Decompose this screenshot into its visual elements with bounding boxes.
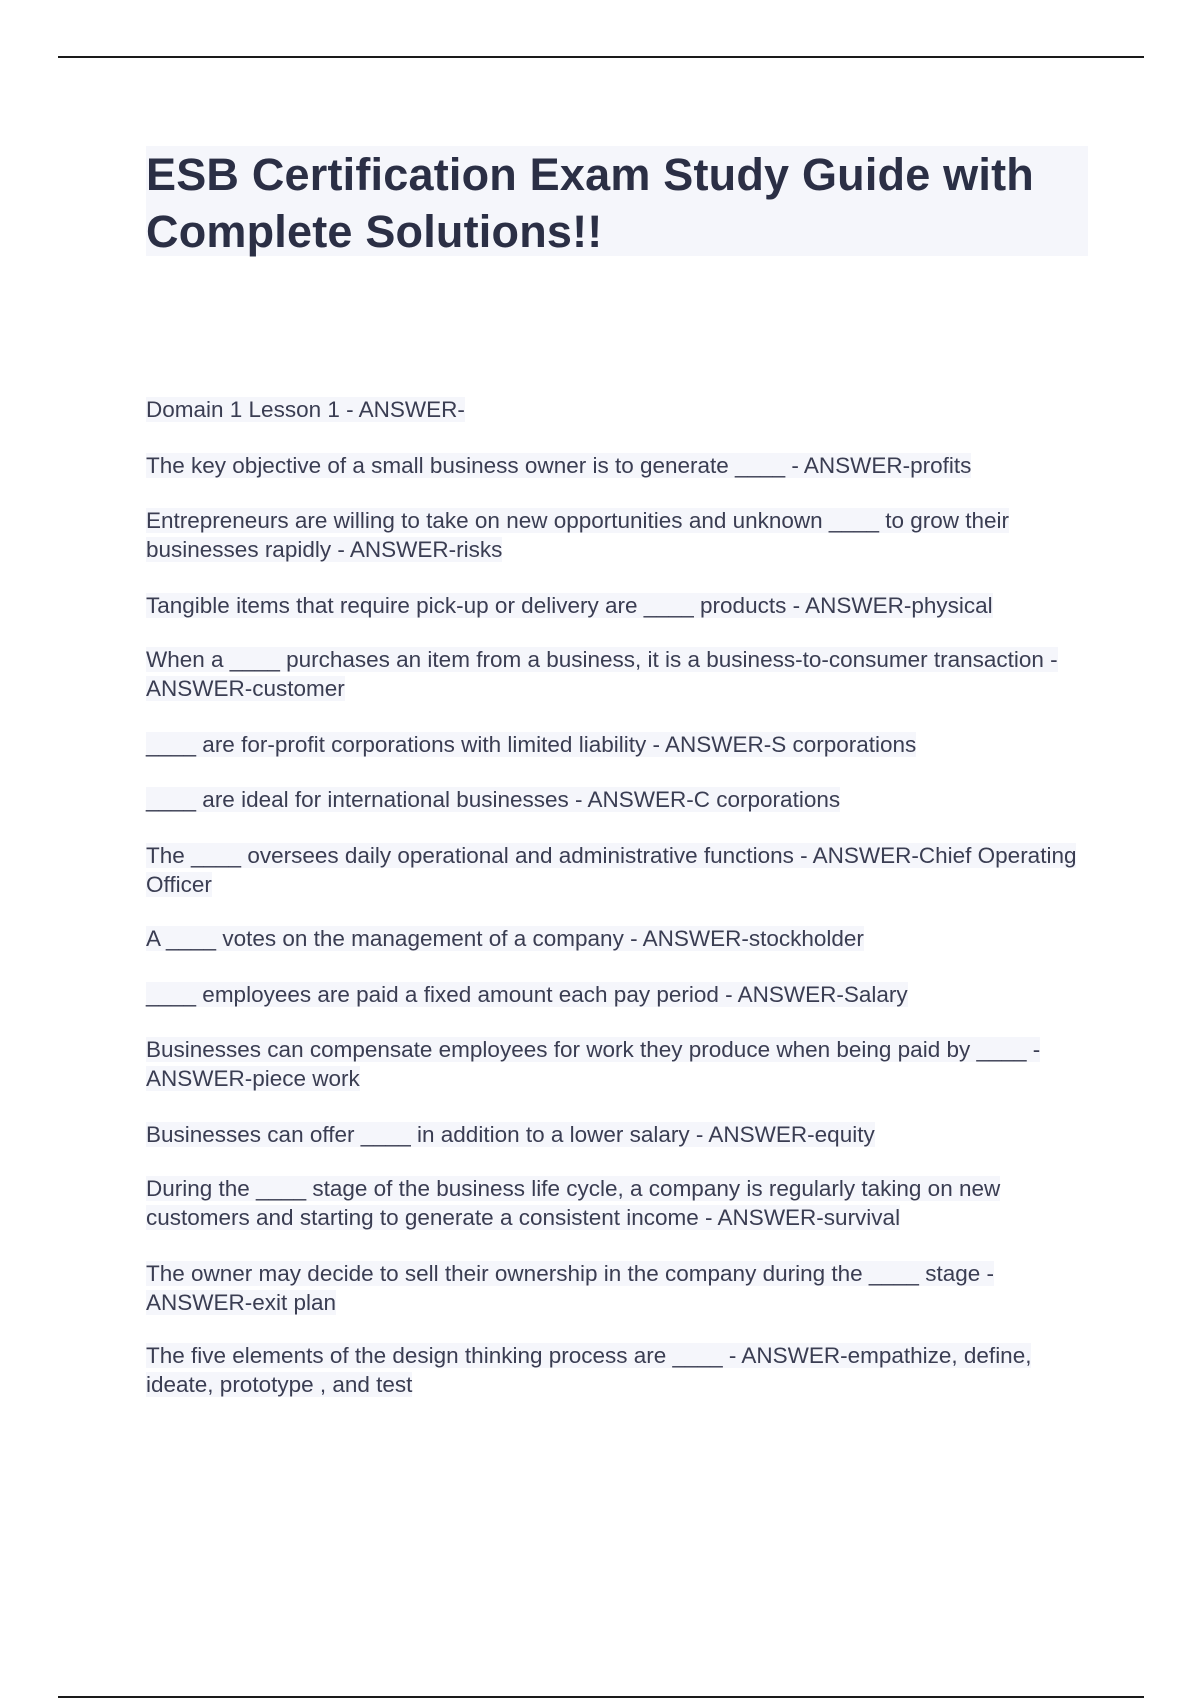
qa-item-11: Businesses can compensate employees for work they produce when being paid by ____ - ANSWER-piece work (146, 1037, 1041, 1091)
qa-item-9: A ____ votes on the management of a company - ANSWER-stockholder (146, 926, 864, 951)
top-divider (58, 56, 1144, 58)
qa-item-14: The owner may decide to sell their ownership in the company during the ____ stage - ANSWER-exit plan (146, 1261, 994, 1315)
qa-item-2: The key objective of a small business owner is to generate ____ - ANSWER-profits (146, 453, 972, 478)
qa-item-10: ____ employees are paid a fixed amount each pay period - ANSWER-Salary (146, 982, 908, 1007)
qa-item-13: During the ____ stage of the business life cycle, a company is regularly taking on new customers and starting to generate a consistent income - ANSWER-survival (146, 1176, 1001, 1230)
qa-item-3: Entrepreneurs are willing to take on new opportunities and unknown ____ to grow their businesses rapidly - ANSWER-risks (146, 508, 1010, 562)
bottom-divider (58, 1696, 1144, 1698)
qa-item-5: When a ____ purchases an item from a business, it is a business-to-consumer transaction - ANSWER-customer (146, 647, 1058, 701)
qa-item-8: The ____ oversees daily operational and administrative functions - ANSWER-Chief Operating Officer (146, 843, 1077, 897)
qa-item-1: Domain 1 Lesson 1 - ANSWER- (146, 397, 465, 422)
document-title: ESB Certification Exam Study Guide with Complete Solutions!! (146, 146, 1088, 256)
qa-item-15: The five elements of the design thinking process are ____ - ANSWER-empathize, define, ideate, prototype , and test (146, 1343, 1032, 1397)
qa-item-6: ____ are for-profit corporations with limited liability - ANSWER-S corporations (146, 732, 917, 757)
qa-item-12: Businesses can offer ____ in addition to a lower salary - ANSWER-equity (146, 1122, 875, 1147)
qa-item-4: Tangible items that require pick-up or delivery are ____ products - ANSWER-physical (146, 593, 993, 618)
qa-item-7: ____ are ideal for international businesses - ANSWER-C corporations (146, 787, 841, 812)
